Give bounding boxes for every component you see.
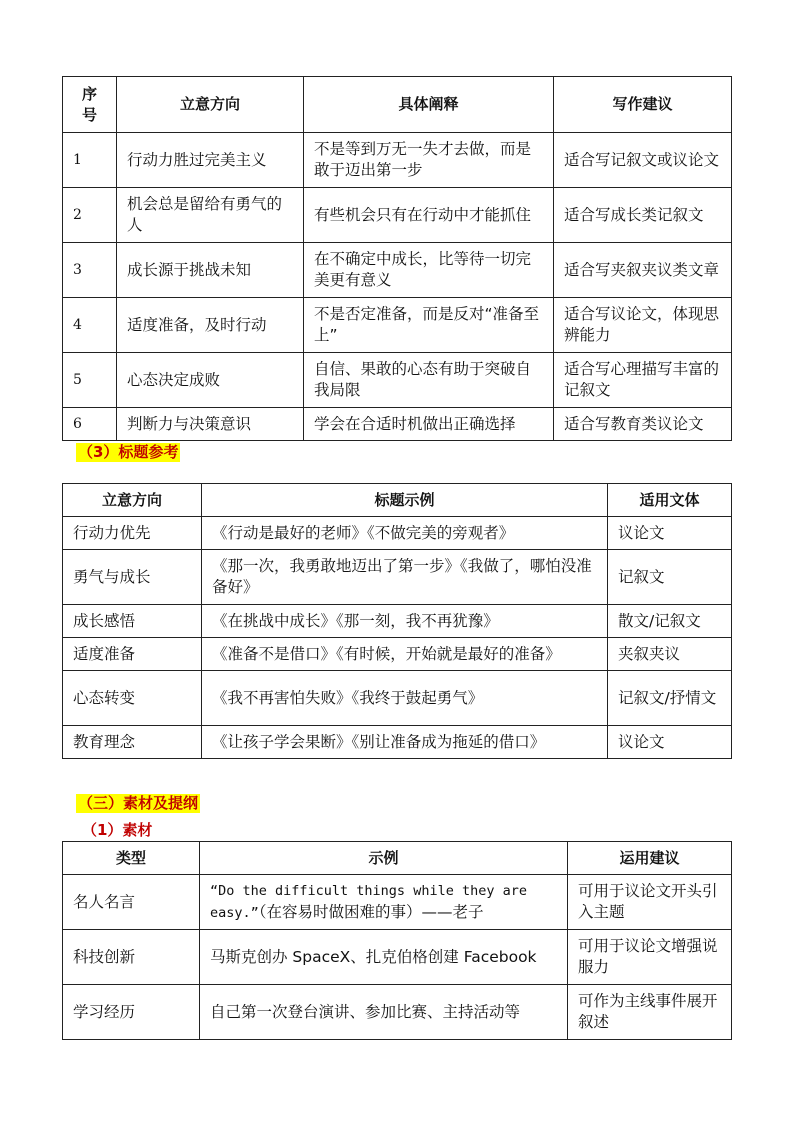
row-example: 自己第一次登台演讲、参加比赛、主持活动等 bbox=[200, 985, 568, 1040]
row-theme: 行动力优先 bbox=[63, 517, 202, 550]
row-title-example: 《让孩子学会果断》《别让准备成为拖延的借口》 bbox=[202, 726, 608, 759]
header-theme: 立意方向 bbox=[63, 484, 202, 517]
header-usage-advice: 运用建议 bbox=[568, 842, 732, 875]
row-theme: 勇气与成长 bbox=[63, 550, 202, 605]
table-row bbox=[63, 298, 732, 353]
row-explanation: 有些机会只有在行动中才能抓住 bbox=[304, 188, 554, 243]
header-example: 示例 bbox=[200, 842, 568, 875]
table-row bbox=[63, 605, 732, 638]
row-number: 4 bbox=[63, 298, 117, 353]
table-row bbox=[63, 408, 732, 441]
quote-english: “Do the difficult things while they are easy.” bbox=[210, 883, 527, 921]
table-row bbox=[63, 930, 732, 985]
row-title-example: 《在挑战中成长》《那一刻，我不再犹豫》 bbox=[202, 605, 608, 638]
row-type: 科技创新 bbox=[63, 930, 200, 985]
table-row bbox=[63, 188, 732, 243]
row-advice: 适合写议论文，体现思辨能力 bbox=[554, 298, 732, 353]
table-row bbox=[63, 133, 732, 188]
row-number: 2 bbox=[63, 188, 117, 243]
header-genre: 适用文体 bbox=[608, 484, 732, 517]
row-title-example: 《行动是最好的老师》《不做完美的旁观者》 bbox=[202, 517, 608, 550]
row-theme: 判断力与决策意识 bbox=[117, 408, 304, 441]
table-row bbox=[63, 550, 732, 605]
row-explanation: 在不确定中成长，比等待一切完美更有意义 bbox=[304, 243, 554, 298]
row-theme: 行动力胜过完美主义 bbox=[117, 133, 304, 188]
row-example bbox=[200, 875, 568, 930]
header-theme: 立意方向 bbox=[117, 77, 304, 133]
material-table bbox=[62, 841, 732, 1040]
row-theme: 成长感悟 bbox=[63, 605, 202, 638]
header-title-example: 标题示例 bbox=[202, 484, 608, 517]
table-row bbox=[63, 638, 732, 671]
row-advice: 适合写记叙文或议论文 bbox=[554, 133, 732, 188]
table-row bbox=[63, 517, 732, 550]
row-type: 名人名言 bbox=[63, 875, 200, 930]
row-example: 马斯克创办 SpaceX、扎克伯格创建 Facebook bbox=[200, 930, 568, 985]
row-theme: 心态转变 bbox=[63, 671, 202, 726]
row-theme: 适度准备，及时行动 bbox=[117, 298, 304, 353]
title-examples-table bbox=[62, 483, 732, 759]
table-row bbox=[63, 985, 732, 1040]
row-genre: 记叙文/抒情文 bbox=[608, 671, 732, 726]
row-theme: 成长源于挑战未知 bbox=[117, 243, 304, 298]
section-heading-titles: （3）标题参考 bbox=[78, 443, 179, 461]
table-row bbox=[63, 243, 732, 298]
table-row bbox=[63, 353, 732, 408]
row-explanation: 自信、果敢的心态有助于突破自我局限 bbox=[304, 353, 554, 408]
table-row bbox=[63, 671, 732, 726]
row-theme: 适度准备 bbox=[63, 638, 202, 671]
row-usage-advice: 可作为主线事件展开叙述 bbox=[568, 985, 732, 1040]
row-title-example: 《我不再害怕失败》《我终于鼓起勇气》 bbox=[202, 671, 608, 726]
row-usage-advice: 可用于议论文增强说服力 bbox=[568, 930, 732, 985]
row-type: 学习经历 bbox=[63, 985, 200, 1040]
row-number: 6 bbox=[63, 408, 117, 441]
row-explanation: 不是等到万无一失才去做，而是敢于迈出第一步 bbox=[304, 133, 554, 188]
row-usage-advice: 可用于议论文开头引入主题 bbox=[568, 875, 732, 930]
header-explanation: 具体阐释 bbox=[304, 77, 554, 133]
table-header-row bbox=[63, 842, 732, 875]
row-genre: 散文/记叙文 bbox=[608, 605, 732, 638]
header-type: 类型 bbox=[63, 842, 200, 875]
row-advice: 适合写夹叙夹议类文章 bbox=[554, 243, 732, 298]
row-theme: 机会总是留给有勇气的人 bbox=[117, 188, 304, 243]
row-explanation: 不是否定准备，而是反对“准备至上” bbox=[304, 298, 554, 353]
table-row bbox=[63, 726, 732, 759]
theme-table bbox=[62, 76, 732, 441]
row-advice: 适合写心理描写丰富的记叙文 bbox=[554, 353, 732, 408]
row-title-example: 《那一次，我勇敢地迈出了第一步》《我做了，哪怕没准备好》 bbox=[202, 550, 608, 605]
row-genre: 议论文 bbox=[608, 726, 732, 759]
quote-translation: （在容易时做困难的事）——老子 bbox=[258, 903, 484, 921]
table-header-row bbox=[63, 77, 732, 133]
row-theme: 教育理念 bbox=[63, 726, 202, 759]
row-advice: 适合写教育类议论文 bbox=[554, 408, 732, 441]
row-number: 1 bbox=[63, 133, 117, 188]
section-heading-material: （1）素材 bbox=[82, 821, 153, 839]
table-row bbox=[63, 875, 732, 930]
header-number: 序号 bbox=[63, 77, 117, 133]
row-genre: 记叙文 bbox=[608, 550, 732, 605]
section-heading-material-outline: （三）素材及提纲 bbox=[78, 794, 199, 812]
row-genre: 议论文 bbox=[608, 517, 732, 550]
row-genre: 夹叙夹议 bbox=[608, 638, 732, 671]
row-number: 5 bbox=[63, 353, 117, 408]
table-header-row bbox=[63, 484, 732, 517]
header-advice: 写作建议 bbox=[554, 77, 732, 133]
row-title-example: 《准备不是借口》《有时候，开始就是最好的准备》 bbox=[202, 638, 608, 671]
row-number: 3 bbox=[63, 243, 117, 298]
row-advice: 适合写成长类记叙文 bbox=[554, 188, 732, 243]
row-theme: 心态决定成败 bbox=[117, 353, 304, 408]
row-explanation: 学会在合适时机做出正确选择 bbox=[304, 408, 554, 441]
